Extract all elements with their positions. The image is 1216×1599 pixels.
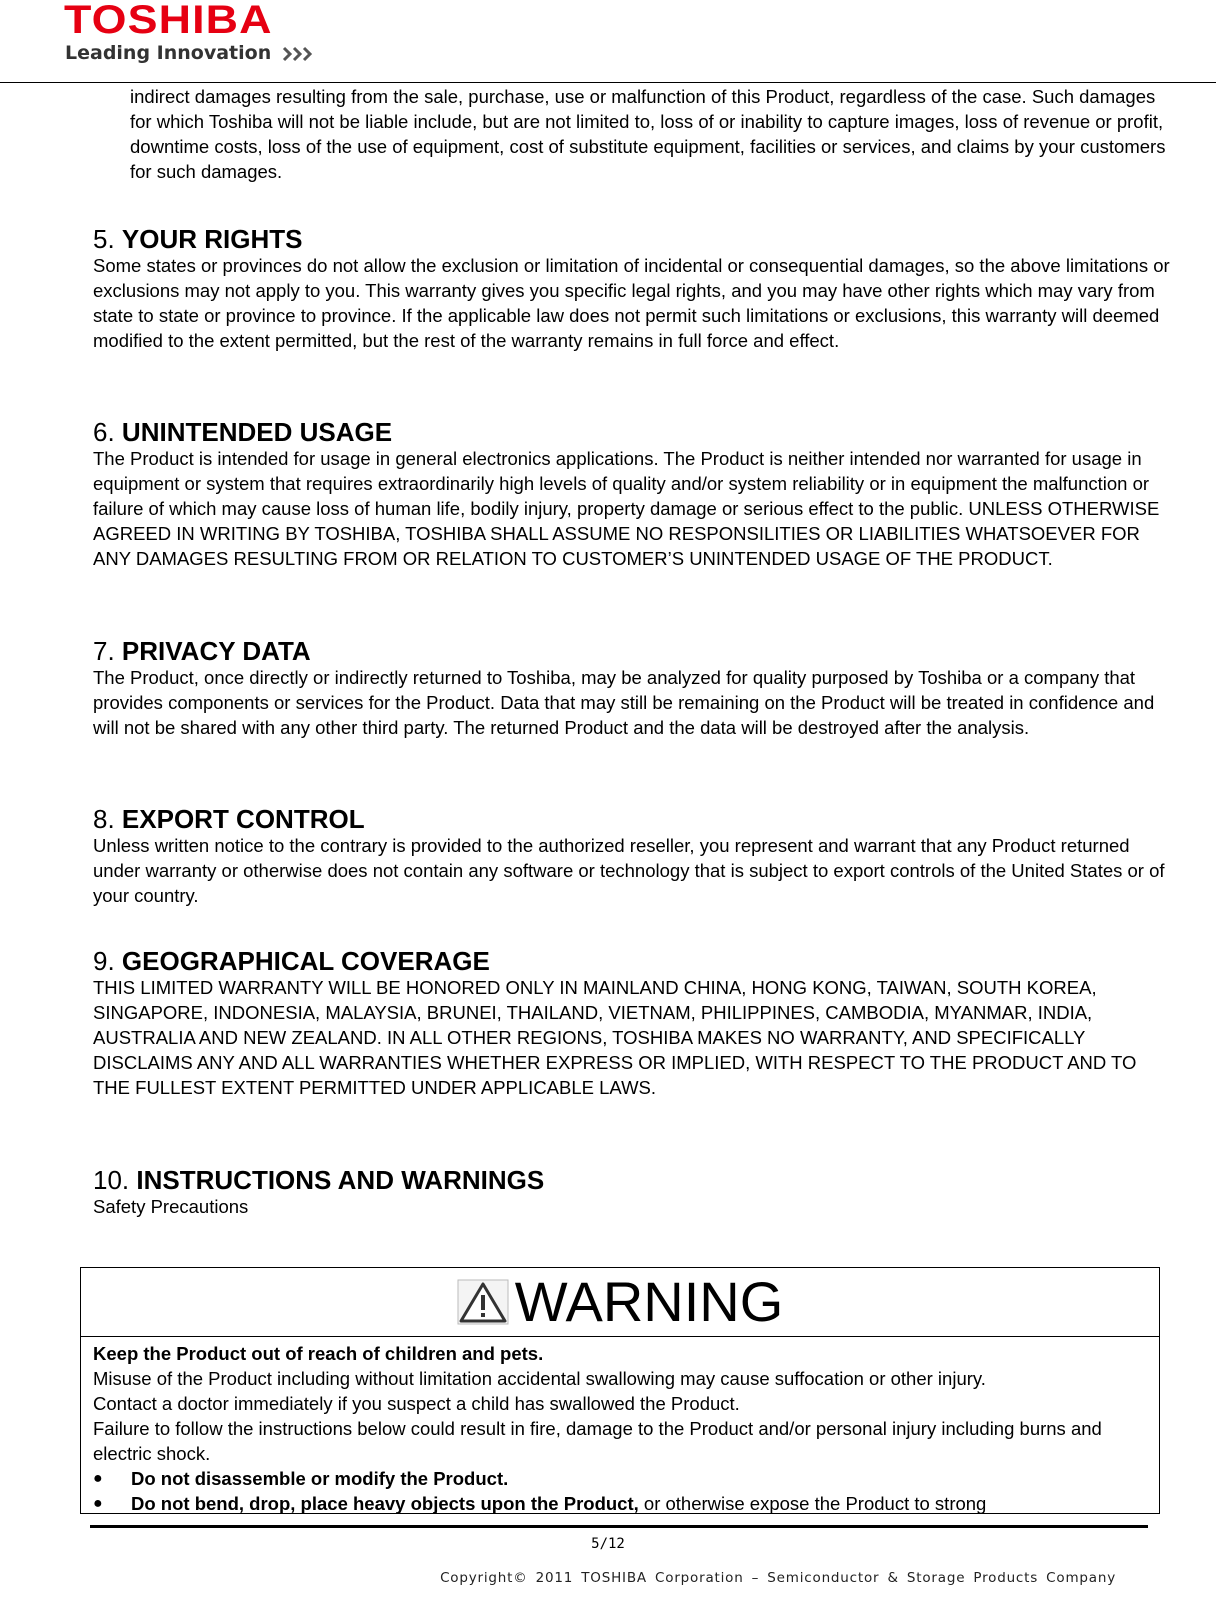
section-title: EXPORT CONTROL bbox=[121, 804, 365, 834]
section-body-9: THIS LIMITED WARRANTY WILL BE HONORED ONLY IN MAINLAND CHINA, HONG KONG, TAIWAN, SOUTH KOREA, SINGAPORE, INDONESIA, MALAYSIA, BRUNEI, THAILAND, VIETNAM, PHILIPPINES, CAMBODIA, MYANMAR, INDIA, AUSTRALIA AND NEW ZEALAND. IN ALL OTHER REGIONS, TOSHIBA MAKES NO WARRANTY, AND SPECIFICALLY DISCLAIMS ANY AND ALL WARRANTIES WHETHER EXPRESS OR IMPLIED, WITH RESPECT TO THE PRODUCT AND TO THE FULLEST EXTENT PERMITTED UNDER APPLICABLE LAWS. bbox=[93, 977, 1137, 1098]
warning-bold-line: Keep the Product out of reach of children and pets. bbox=[93, 1343, 544, 1364]
warning-bullet-1 bbox=[93, 1466, 1147, 1491]
section-number: 8. bbox=[93, 804, 115, 834]
warning-box bbox=[80, 1267, 1160, 1514]
warning-line-3: Failure to follow the instructions below could result in fire, damage to the Product and/or personal injury including burns and electric shock. bbox=[93, 1418, 1102, 1464]
section-number: 5. bbox=[93, 224, 115, 254]
chevrons-icon bbox=[282, 46, 316, 62]
warning-triangle-icon bbox=[457, 1279, 509, 1325]
tagline: Leading Innovation bbox=[65, 42, 272, 64]
bullet-text: Do not disassemble or modify the Product. bbox=[131, 1468, 509, 1489]
section-heading-7 bbox=[93, 636, 311, 666]
section-title: UNINTENDED USAGE bbox=[121, 417, 393, 447]
section-heading-5 bbox=[93, 224, 303, 254]
section-body-7: The Product, once directly or indirectly returned to Toshiba, may be analyzed for quality purposed by Toshiba or a company that provides components or services for the Product. Data that may still be remaining on the Product will be treated in confidence and will not be shared with any other third party. The returned Product and the data will be destroyed after the analysis. bbox=[93, 667, 1155, 738]
warning-line-2: Contact a doctor immediately if you suspect a child has swallowed the Product. bbox=[93, 1393, 740, 1414]
section-number: 10. bbox=[93, 1165, 130, 1195]
section-body-6: The Product is intended for usage in general electronics applications. The Product is neither intended nor warranted for usage in equipment or system that requires extraordinarily high levels of quality and/or system reliability or in equipment the malfunction or failure of which may cause loss of human life, bodily injury, property damage or serious effect to the public. UNLESS OTHERWISE AGREED IN WRITING BY TOSHIBA, TOSHIBA SHALL ASSUME NO RESPONSILITIES OR LIABILITIES WHATSOEVER FOR ANY DAMAGES RESULTING FROM OR RELATION TO CUSTOMER’S UNINTENDED USAGE OF THE PRODUCT. bbox=[93, 448, 1160, 569]
section-title: YOUR RIGHTS bbox=[121, 224, 303, 254]
warning-body bbox=[81, 1337, 1159, 1516]
section-title: PRIVACY DATA bbox=[121, 636, 311, 666]
section-heading-10 bbox=[93, 1165, 544, 1195]
copyright-notice: Copyright© 2011 TOSHIBA Corporation – Semiconductor & Storage Products Company bbox=[440, 1570, 1116, 1586]
section-number: 6. bbox=[93, 417, 115, 447]
section-body-5: Some states or provinces do not allow the exclusion or limitation of incidental or consequential damages, so the above limitations or exclusions may not apply to you. This warranty gives you specific legal rights, and you may have other rights which may vary from state to state or province to province. If the applicable law does not permit such limitations or exclusions, this warranty will deemed modified to the extent permitted, but the rest of the warranty remains in full force and effect. bbox=[93, 255, 1170, 351]
toshiba-logo: TOSHIBA bbox=[64, 0, 273, 42]
bullet-text-bold: Do not bend, drop, place heavy objects upon the Product, bbox=[131, 1493, 639, 1514]
section-heading-9 bbox=[93, 946, 490, 976]
bullet-icon: ● bbox=[93, 1495, 103, 1512]
section-heading-8 bbox=[93, 804, 365, 834]
section-title: GEOGRAPHICAL COVERAGE bbox=[121, 946, 490, 976]
section-body-8: Unless written notice to the contrary is provided to the authorized reseller, you represent and warrant that any Product returned under warranty or otherwise does not contain any software or technology that is subject to export controls of the United States or of your country. bbox=[93, 835, 1165, 906]
warning-header bbox=[81, 1268, 1159, 1337]
warning-line-1: Misuse of the Product including without limitation accidental swallowing may cause suffocation or other injury. bbox=[93, 1368, 986, 1389]
section-number: 7. bbox=[93, 636, 115, 666]
warning-title: WARNING bbox=[514, 1270, 784, 1333]
footer-rule bbox=[90, 1525, 1148, 1528]
header-rule bbox=[0, 82, 1216, 83]
section-title: INSTRUCTIONS AND WARNINGS bbox=[136, 1165, 545, 1195]
warning-bullet-2 bbox=[93, 1491, 1147, 1516]
section-body-10: Safety Precautions bbox=[93, 1196, 249, 1217]
section-heading-6 bbox=[93, 417, 392, 447]
bullet-icon: ● bbox=[93, 1470, 103, 1487]
bullet-text-rest: or otherwise expose the Product to strong bbox=[638, 1493, 987, 1514]
page-header bbox=[0, 0, 1216, 84]
intro-paragraph: indirect damages resulting from the sale, purchase, use or malfunction of this Product, regardless of the case. Such damages for which Toshiba will not be liable include, but are not limited to, loss of or inability to capture images, loss of revenue or profit, downtime costs, loss of the use of equipment, cost of substitute equipment, facilities or services, and claims by your customers for such damages. bbox=[130, 86, 1166, 182]
section-number: 9. bbox=[93, 946, 115, 976]
page-number: 5/12 bbox=[591, 1536, 625, 1552]
